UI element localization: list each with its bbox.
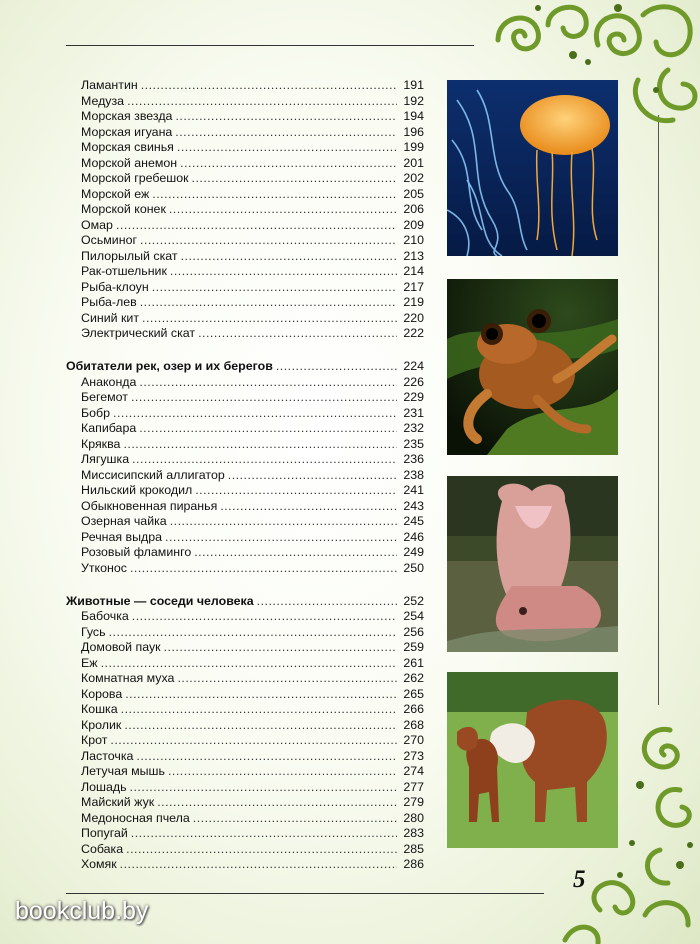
toc-leader-dots	[257, 594, 397, 610]
toc-leader-dots	[194, 545, 397, 561]
toc-entry-label: Озерная чайка	[81, 514, 167, 528]
toc-page-number: 214	[403, 264, 424, 278]
toc-leader-dots	[130, 561, 397, 577]
toc-leader-dots	[164, 640, 397, 656]
toc-entry-label: Лошадь	[81, 779, 127, 794]
toc-entry	[66, 530, 424, 546]
toc-entry-label: Майский жук	[81, 795, 155, 809]
toc-entry	[66, 499, 424, 515]
toc-leader-dots	[152, 187, 397, 203]
toc-leader-dots	[198, 326, 397, 342]
jellyfish-photo	[447, 80, 618, 256]
toc-entry	[66, 483, 424, 499]
toc-entry-label: Комнатная муха	[81, 671, 175, 685]
toc-entry-label: Обыкновенная пиранья	[81, 498, 218, 513]
hippopotamus-photo	[447, 476, 618, 652]
toc-entry-label: Кролик	[81, 717, 122, 732]
toc-leader-dots	[140, 233, 397, 249]
toc-entry	[66, 421, 424, 437]
toc-page-number: 286	[403, 857, 424, 871]
toc-page-number: 196	[403, 124, 424, 139]
toc-entry-label: Утконос	[81, 560, 127, 575]
toc-entry	[66, 640, 424, 656]
toc-leader-dots	[139, 421, 397, 437]
toc-entry-label: Анаконда	[81, 374, 137, 389]
toc-leader-dots	[130, 780, 397, 796]
toc-leader-dots	[175, 125, 397, 141]
toc-leader-dots	[220, 499, 397, 515]
toc-page-number: 262	[403, 671, 424, 685]
toc-section	[66, 359, 424, 576]
toc-page-number: 241	[403, 483, 424, 497]
toc-leader-dots	[177, 671, 397, 687]
toc-entry	[66, 156, 424, 172]
toc-page-number: 246	[403, 529, 424, 544]
toc-leader-dots	[181, 249, 397, 265]
toc-entry	[66, 749, 424, 765]
toc-entry-label: Морская игуана	[81, 124, 173, 139]
tree-frog-photo	[447, 279, 618, 455]
toc-entry-label: Рыба-клоун	[81, 279, 149, 294]
toc-page-number: 219	[403, 295, 424, 309]
toc-page-number: 222	[403, 326, 424, 340]
watermark: bookclub.by	[15, 897, 149, 925]
toc-entry	[66, 718, 424, 734]
toc-leader-dots	[116, 218, 397, 234]
toc-page-number: 266	[403, 702, 424, 716]
toc-section-heading	[66, 359, 424, 375]
toc-entry-label: Морской гребешок	[81, 171, 189, 185]
toc-section	[66, 78, 424, 342]
toc-page-number: 236	[403, 452, 424, 466]
toc-leader-dots	[132, 452, 397, 468]
table-of-contents	[66, 78, 424, 890]
toc-entry	[66, 311, 424, 327]
toc-entry-label: Корова	[81, 686, 123, 701]
toc-entry-label: Собака	[81, 841, 124, 856]
toc-entry	[66, 280, 424, 296]
toc-page-number: 261	[403, 655, 424, 670]
toc-page-number: 194	[403, 109, 424, 123]
toc-leader-dots	[110, 733, 397, 749]
toc-leader-dots	[136, 749, 397, 765]
toc-entry	[66, 764, 424, 780]
toc-entry-label: Еж	[81, 655, 98, 670]
toc-entry	[66, 514, 424, 530]
toc-entry-label: Капибара	[81, 421, 137, 435]
toc-leader-dots	[109, 625, 397, 641]
toc-page-number: 231	[403, 405, 424, 420]
toc-entry	[66, 545, 424, 561]
toc-entry	[66, 780, 424, 796]
toc-entry-label: Медуза	[81, 93, 125, 108]
toc-entry	[66, 390, 424, 406]
toc-heading-label: Животные — соседи человека	[66, 593, 254, 608]
toc-page-number: 259	[403, 640, 424, 654]
toc-entry	[66, 249, 424, 265]
toc-page-number: 206	[403, 202, 424, 216]
toc-page-number: 213	[403, 248, 424, 263]
toc-entry-label: Кошка	[81, 702, 118, 716]
toc-entry-label: Речная выдра	[81, 529, 163, 544]
toc-page-number: 209	[403, 217, 424, 232]
toc-entry-label: Крот	[81, 733, 108, 747]
toc-entry-label: Синий кит	[81, 310, 140, 325]
toc-page-number: 250	[403, 560, 424, 575]
toc-entry	[66, 125, 424, 141]
toc-entry	[66, 187, 424, 203]
toc-entry-label: Хомяк	[81, 857, 117, 871]
toc-leader-dots	[140, 295, 397, 311]
toc-page-number: 232	[403, 421, 424, 435]
toc-entry-label: Морская звезда	[81, 109, 173, 123]
bottom-rule	[66, 893, 544, 894]
toc-leader-dots	[124, 718, 397, 734]
toc-entry-label: Осьминог	[81, 233, 137, 247]
toc-entry	[66, 842, 424, 858]
toc-section-heading	[66, 594, 424, 610]
page-number: 5	[573, 866, 586, 893]
toc-page-number: 283	[403, 826, 424, 840]
toc-entry	[66, 671, 424, 687]
toc-page-number: 224	[403, 359, 424, 373]
toc-leader-dots	[276, 359, 397, 375]
toc-entry	[66, 687, 424, 703]
toc-entry-label: Летучая мышь	[81, 764, 165, 778]
toc-entry	[66, 202, 424, 218]
toc-page-number: 243	[403, 498, 424, 513]
toc-entry-label: Попугай	[81, 826, 128, 840]
toc-entry-label: Морской еж	[81, 186, 150, 201]
toc-entry	[66, 826, 424, 842]
toc-page-number: 205	[403, 186, 424, 201]
toc-entry	[66, 94, 424, 110]
toc-leader-dots	[131, 826, 397, 842]
toc-leader-dots	[180, 156, 397, 172]
toc-entry-label: Нильский крокодил	[81, 483, 193, 497]
toc-entry	[66, 295, 424, 311]
toc-page-number: 249	[403, 545, 424, 559]
toc-entry-label: Рыба-лев	[81, 295, 137, 309]
toc-page-number: 235	[403, 436, 424, 451]
toc-leader-dots	[228, 468, 397, 484]
toc-page-number: 201	[403, 155, 424, 170]
toc-leader-dots	[195, 483, 397, 499]
toc-page-number: 252	[403, 593, 424, 608]
toc-entry	[66, 733, 424, 749]
toc-leader-dots	[142, 311, 397, 327]
toc-entry	[66, 406, 424, 422]
toc-entry	[66, 702, 424, 718]
toc-entry-label: Морской конек	[81, 202, 166, 216]
toc-leader-dots	[192, 171, 397, 187]
toc-leader-dots	[126, 842, 397, 858]
toc-leader-dots	[152, 280, 397, 296]
toc-page-number: 238	[403, 467, 424, 482]
toc-entry	[66, 233, 424, 249]
toc-leader-dots	[177, 140, 397, 156]
toc-leader-dots	[132, 609, 397, 625]
toc-entry-label: Бобр	[81, 405, 111, 420]
toc-leader-dots	[168, 764, 397, 780]
toc-page-number: 254	[403, 609, 424, 623]
toc-page-number: 245	[403, 514, 424, 528]
toc-entry	[66, 795, 424, 811]
toc-page-number: 270	[403, 733, 424, 747]
toc-heading-label: Обитатели рек, озер и их берегов	[66, 359, 273, 373]
toc-entry-label: Морская свинья	[81, 140, 174, 154]
toc-entry-label: Пилорылый скат	[81, 248, 178, 263]
toc-entry	[66, 171, 424, 187]
toc-entry-label: Розовый фламинго	[81, 545, 192, 559]
cow-and-calf-photo	[447, 672, 618, 848]
toc-entry	[66, 218, 424, 234]
toc-leader-dots	[125, 687, 397, 703]
toc-page-number: 265	[403, 686, 424, 701]
top-rule	[66, 45, 474, 46]
toc-entry	[66, 561, 424, 577]
toc-leader-dots	[169, 202, 397, 218]
toc-entry-label: Электрический скат	[81, 326, 196, 340]
toc-entry	[66, 468, 424, 484]
toc-leader-dots	[120, 857, 397, 873]
toc-page-number: 279	[403, 795, 424, 809]
toc-leader-dots	[113, 406, 397, 422]
toc-entry-label: Морской анемон	[81, 155, 178, 170]
toc-entry-label: Ламантин	[81, 78, 138, 92]
toc-page-number: 280	[403, 810, 424, 825]
toc-leader-dots	[127, 94, 397, 110]
toc-leader-dots	[165, 530, 397, 546]
toc-page-number: 210	[403, 233, 424, 247]
toc-page-number: 229	[403, 390, 424, 404]
toc-page-number: 220	[403, 310, 424, 325]
toc-entry-label: Медоносная пчела	[81, 810, 190, 825]
toc-entry-label: Рак-отшельник	[81, 264, 167, 278]
toc-page-number: 285	[403, 841, 424, 856]
toc-entry-label: Домовой паук	[81, 640, 161, 654]
toc-leader-dots	[141, 78, 397, 94]
toc-section	[66, 594, 424, 873]
toc-entry-label: Омар	[81, 217, 113, 232]
toc-leader-dots	[131, 390, 397, 406]
toc-entry	[66, 452, 424, 468]
toc-entry	[66, 109, 424, 125]
right-rule	[658, 115, 659, 705]
toc-entry-label: Бегемот	[81, 390, 128, 404]
toc-entry	[66, 609, 424, 625]
toc-leader-dots	[175, 109, 397, 125]
toc-leader-dots	[170, 264, 397, 280]
toc-entry	[66, 264, 424, 280]
toc-entry-label: Лягушка	[81, 452, 130, 466]
toc-entry-label: Миссисипский аллигатор	[81, 467, 225, 482]
toc-leader-dots	[157, 795, 397, 811]
toc-entry-label: Ласточка	[81, 748, 134, 763]
toc-page-number: 268	[403, 717, 424, 732]
toc-page-number: 274	[403, 764, 424, 778]
toc-entry-label: Бабочка	[81, 609, 129, 623]
toc-page-number: 202	[403, 171, 424, 185]
toc-page-number: 277	[403, 779, 424, 794]
toc-page-number: 199	[403, 140, 424, 154]
toc-entry	[66, 625, 424, 641]
toc-entry-label: Кряква	[81, 436, 121, 451]
toc-entry	[66, 375, 424, 391]
toc-page-number: 273	[403, 748, 424, 763]
toc-entry	[66, 78, 424, 94]
toc-page-number: 192	[403, 93, 424, 108]
toc-entry	[66, 857, 424, 873]
toc-page-number: 191	[403, 78, 424, 92]
toc-leader-dots	[123, 437, 397, 453]
toc-entry	[66, 811, 424, 827]
toc-page-number: 256	[403, 624, 424, 639]
toc-page-number: 226	[403, 374, 424, 389]
toc-page-number: 217	[403, 279, 424, 294]
toc-entry	[66, 326, 424, 342]
toc-leader-dots	[101, 656, 397, 672]
toc-leader-dots	[139, 375, 397, 391]
toc-entry	[66, 437, 424, 453]
toc-leader-dots	[170, 514, 397, 530]
toc-entry	[66, 140, 424, 156]
toc-entry	[66, 656, 424, 672]
toc-leader-dots	[121, 702, 397, 718]
toc-leader-dots	[193, 811, 397, 827]
toc-entry-label: Гусь	[81, 624, 106, 639]
